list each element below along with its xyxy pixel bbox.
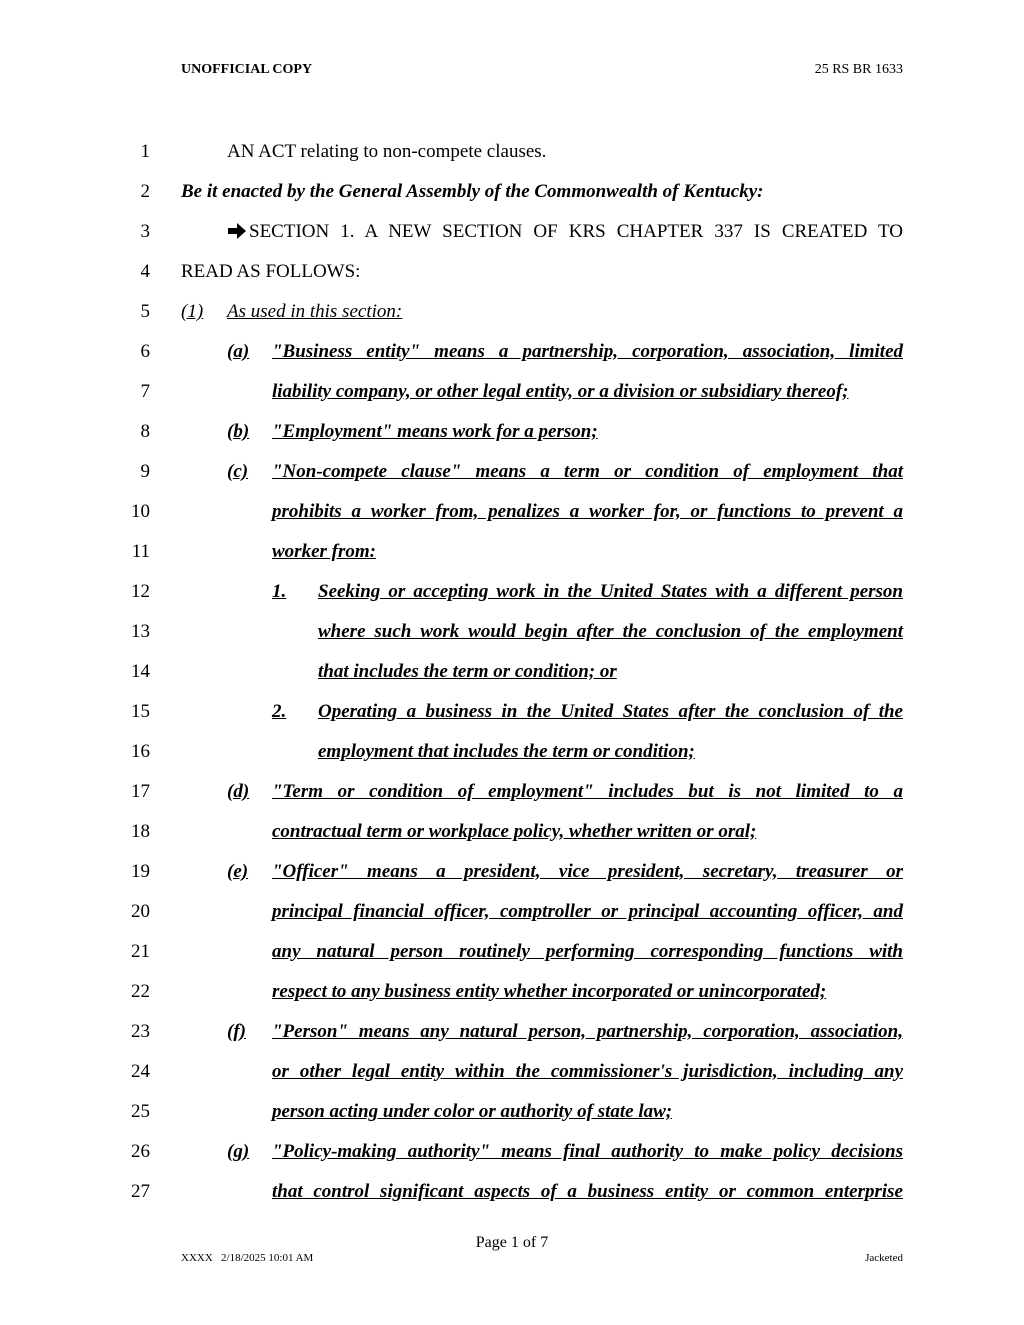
document-line bbox=[0, 781, 1024, 821]
line-number: 4 bbox=[140, 261, 150, 282]
paragraph-label: (b) bbox=[227, 421, 250, 442]
line-number: 22 bbox=[131, 981, 150, 1002]
document-line bbox=[0, 341, 1024, 381]
header-left: UNOFFICIAL COPY bbox=[181, 62, 313, 77]
document-line bbox=[0, 701, 1024, 741]
paragraph-label: (c) bbox=[227, 461, 249, 482]
line-text: AN ACT relating to non-compete clauses. bbox=[227, 141, 547, 162]
footer-right: Jacketed bbox=[865, 1252, 903, 1264]
document-line bbox=[0, 861, 1024, 901]
document-line bbox=[0, 941, 1024, 981]
line-text: that includes the term or condition; or bbox=[318, 661, 617, 682]
line-text: "Officer" means a president, vice president, secretary, treasurer or bbox=[272, 861, 903, 882]
document-line bbox=[0, 181, 1024, 221]
line-number: 2 bbox=[140, 181, 150, 202]
document-line bbox=[0, 1061, 1024, 1101]
line-number: 11 bbox=[131, 541, 150, 562]
line-text: any natural person routinely performing corresponding functions with bbox=[272, 941, 903, 962]
document-line bbox=[0, 621, 1024, 661]
line-text: principal financial officer, comptroller or principal accounting officer, and bbox=[272, 901, 903, 922]
line-number: 8 bbox=[140, 421, 150, 442]
line-number: 1 bbox=[140, 141, 150, 162]
document-line bbox=[0, 221, 1024, 261]
paragraph-label: (g) bbox=[227, 1141, 250, 1162]
line-number: 17 bbox=[131, 781, 150, 802]
paragraph-label: (f) bbox=[227, 1021, 246, 1042]
line-text: or other legal entity within the commissioner's jurisdiction, including any bbox=[272, 1061, 903, 1082]
line-text: As used in this section: bbox=[227, 301, 403, 322]
line-number: 27 bbox=[131, 1181, 150, 1202]
line-number: 14 bbox=[131, 661, 150, 682]
document-line bbox=[0, 301, 1024, 341]
line-number: 23 bbox=[131, 1021, 150, 1042]
line-number: 15 bbox=[131, 701, 150, 722]
subsection-label: (1) bbox=[181, 301, 204, 322]
line-number: 19 bbox=[131, 861, 150, 882]
line-text: worker from: bbox=[272, 541, 376, 562]
enacting-clause: Be it enacted by the General Assembly of the Commonwealth of Kentucky: bbox=[181, 181, 764, 202]
line-text: liability company, or other legal entity, or a division or subsidiary thereof; bbox=[272, 381, 849, 402]
paragraph-label: (d) bbox=[227, 781, 250, 802]
document-line bbox=[0, 661, 1024, 701]
line-text: READ AS FOLLOWS: bbox=[181, 261, 361, 282]
line-text: employment that includes the term or condition; bbox=[318, 741, 695, 762]
line-number: 3 bbox=[140, 221, 150, 242]
line-text: Operating a business in the United States after the conclusion of the bbox=[318, 701, 903, 722]
document-line bbox=[0, 901, 1024, 941]
line-number: 12 bbox=[131, 581, 150, 602]
paragraph-label: (e) bbox=[227, 861, 249, 882]
document-line bbox=[0, 141, 1024, 181]
line-text: "Employment" means work for a person; bbox=[272, 421, 598, 442]
document-line bbox=[0, 1181, 1024, 1221]
header-right: 25 RS BR 1633 bbox=[814, 62, 903, 77]
document-line bbox=[0, 421, 1024, 461]
line-text: person acting under color or authority of state law; bbox=[272, 1101, 673, 1122]
document-line bbox=[0, 1021, 1024, 1061]
footer-left: XXXX 2/18/2025 10:01 AM bbox=[181, 1252, 314, 1264]
line-number: 25 bbox=[131, 1101, 150, 1122]
document-line bbox=[0, 261, 1024, 301]
document-line bbox=[0, 461, 1024, 501]
line-text: respect to any business entity whether incorporated or unincorporated; bbox=[272, 981, 827, 1002]
document-line bbox=[0, 1101, 1024, 1141]
line-number: 18 bbox=[131, 821, 150, 842]
document-line bbox=[0, 501, 1024, 541]
page-number: Page 1 of 7 bbox=[475, 1234, 549, 1251]
line-number: 5 bbox=[140, 301, 150, 322]
line-text: Seeking or accepting work in the United States with a different person bbox=[318, 581, 903, 602]
section-heading: SECTION 1. A NEW SECTION OF KRS CHAPTER 337 IS CREATED TO bbox=[249, 221, 903, 242]
line-number: 7 bbox=[140, 381, 150, 402]
document-line bbox=[0, 981, 1024, 1021]
line-number: 20 bbox=[131, 901, 150, 922]
subparagraph-label: 2. bbox=[272, 701, 287, 722]
line-number: 16 bbox=[131, 741, 150, 762]
line-number: 21 bbox=[131, 941, 150, 962]
subparagraph-label: 1. bbox=[272, 581, 287, 602]
document-line bbox=[0, 741, 1024, 781]
arrow-right-icon bbox=[227, 221, 247, 247]
document-line bbox=[0, 821, 1024, 861]
line-number: 26 bbox=[131, 1141, 150, 1162]
line-text: "Policy-making authority" means final authority to make policy decisions bbox=[272, 1141, 903, 1162]
line-number: 6 bbox=[140, 341, 150, 362]
line-number: 24 bbox=[131, 1061, 150, 1082]
document-line bbox=[0, 1141, 1024, 1181]
document-line bbox=[0, 581, 1024, 621]
paragraph-label: (a) bbox=[227, 341, 250, 362]
line-text: "Business entity" means a partnership, corporation, association, limited bbox=[272, 341, 903, 362]
line-text: that control significant aspects of a business entity or common enterprise bbox=[272, 1181, 903, 1202]
document-line bbox=[0, 381, 1024, 421]
line-text: "Term or condition of employment" includes but is not limited to a bbox=[272, 781, 903, 802]
line-text: "Non-compete clause" means a term or condition of employment that bbox=[272, 461, 903, 482]
line-number: 9 bbox=[140, 461, 150, 482]
line-text: contractual term or workplace policy, whether written or oral; bbox=[272, 821, 757, 842]
line-number: 10 bbox=[131, 501, 150, 522]
document-line bbox=[0, 541, 1024, 581]
line-text: "Person" means any natural person, partnership, corporation, association, bbox=[272, 1021, 903, 1042]
line-text: where such work would begin after the conclusion of the employment bbox=[318, 621, 903, 642]
line-text: prohibits a worker from, penalizes a worker for, or functions to prevent a bbox=[272, 501, 903, 522]
line-number: 13 bbox=[131, 621, 150, 642]
